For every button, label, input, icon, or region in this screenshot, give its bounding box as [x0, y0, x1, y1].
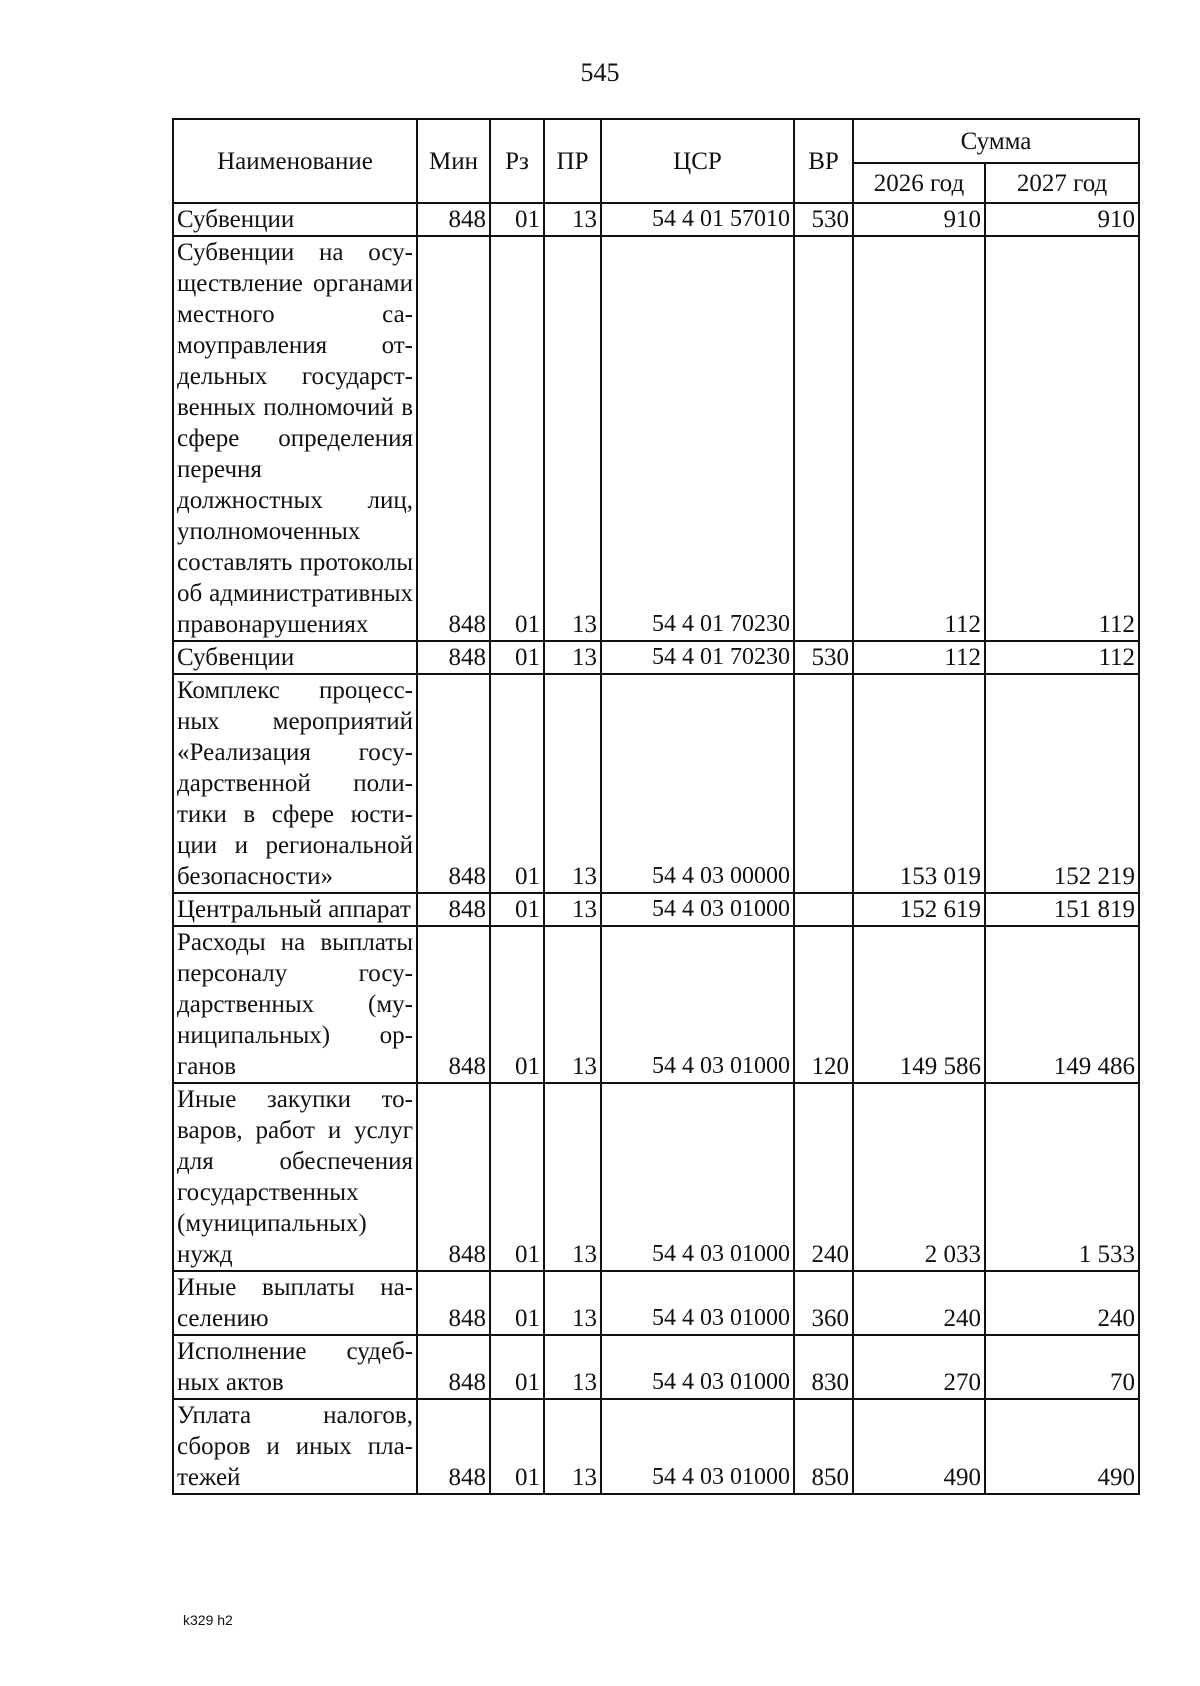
cell-2027: 112: [985, 641, 1139, 674]
cell-2027: 151 819: [985, 893, 1139, 926]
cell-csr: 54 4 01 57010: [601, 203, 794, 236]
cell-name: Уплата налогов, сборов и иных платежей: [173, 1399, 417, 1494]
cell-csr: 54 4 03 01000: [601, 893, 794, 926]
cell-min: 848: [417, 1271, 490, 1335]
table-row: [173, 674, 1139, 893]
cell-vr: [794, 674, 853, 893]
cell-rz: 01: [490, 236, 544, 641]
cell-rz: 01: [490, 1399, 544, 1494]
cell-name: Иные выплаты населению: [173, 1271, 417, 1335]
header-name: Наименование: [173, 119, 417, 203]
cell-min: 848: [417, 1083, 490, 1271]
cell-name: Иные закупки товаров, работ и услуг для обеспечения государственных (муниципальных) нужд: [173, 1083, 417, 1271]
budget-table: [172, 118, 1140, 1495]
header-rz: Рз: [490, 119, 544, 203]
cell-csr: 54 4 03 01000: [601, 1271, 794, 1335]
cell-csr: 54 4 03 01000: [601, 926, 794, 1083]
cell-vr: 830: [794, 1335, 853, 1399]
cell-min: 848: [417, 1335, 490, 1399]
table-body: [173, 203, 1139, 1494]
cell-rz: 01: [490, 203, 544, 236]
cell-rz: 01: [490, 893, 544, 926]
table-row: [173, 1335, 1139, 1399]
cell-pr: 13: [544, 203, 601, 236]
cell-pr: 13: [544, 1271, 601, 1335]
header-min: Мин: [417, 119, 490, 203]
cell-2026: 112: [853, 641, 985, 674]
cell-name: Центральный аппарат: [173, 893, 417, 926]
cell-vr: 530: [794, 203, 853, 236]
table-row: [173, 203, 1139, 236]
cell-rz: 01: [490, 641, 544, 674]
cell-rz: 01: [490, 674, 544, 893]
cell-2027: 70: [985, 1335, 1139, 1399]
cell-min: 848: [417, 236, 490, 641]
cell-csr: 54 4 03 00000: [601, 674, 794, 893]
cell-pr: 13: [544, 1083, 601, 1271]
cell-2027: 490: [985, 1399, 1139, 1494]
table-row: [173, 926, 1139, 1083]
header-year-2027: 2027 год: [985, 163, 1139, 203]
cell-vr: 240: [794, 1083, 853, 1271]
cell-min: 848: [417, 674, 490, 893]
cell-vr: [794, 893, 853, 926]
cell-name: Расходы на выплаты персоналу государственных (муниципальных) органов: [173, 926, 417, 1083]
header-row: [173, 119, 1139, 163]
cell-name: Комплекс процессных мероприятий «Реализация государственной политики в сфере юстиции и региональной безопасности»: [173, 674, 417, 893]
table-row: [173, 1399, 1139, 1494]
cell-2027: 1 533: [985, 1083, 1139, 1271]
cell-name: Исполнение судебных актов: [173, 1335, 417, 1399]
cell-rz: 01: [490, 926, 544, 1083]
cell-2026: 2 033: [853, 1083, 985, 1271]
cell-min: 848: [417, 641, 490, 674]
cell-2026: 270: [853, 1335, 985, 1399]
cell-name: Субвенции на осуществление органами местного самоуправления отдельных государственных полномочий в сфере определения перечня должностных лиц, уполномоченных составлять протоколы об административных правонарушениях: [173, 236, 417, 641]
cell-2027: 240: [985, 1271, 1139, 1335]
table-row: [173, 893, 1139, 926]
cell-2026: 240: [853, 1271, 985, 1335]
cell-min: 848: [417, 926, 490, 1083]
cell-min: 848: [417, 203, 490, 236]
table-row: [173, 1083, 1139, 1271]
header-sum: Сумма: [853, 119, 1139, 163]
cell-pr: 13: [544, 641, 601, 674]
cell-min: 848: [417, 1399, 490, 1494]
cell-vr: 850: [794, 1399, 853, 1494]
cell-pr: 13: [544, 236, 601, 641]
cell-rz: 01: [490, 1083, 544, 1271]
table-row: [173, 1271, 1139, 1335]
header-year-2026: 2026 год: [853, 163, 985, 203]
cell-csr: 54 4 01 70230: [601, 641, 794, 674]
cell-2026: 152 619: [853, 893, 985, 926]
cell-rz: 01: [490, 1335, 544, 1399]
header-vr: ВР: [794, 119, 853, 203]
cell-name: Субвенции: [173, 203, 417, 236]
cell-vr: 530: [794, 641, 853, 674]
cell-csr: 54 4 03 01000: [601, 1083, 794, 1271]
cell-csr: 54 4 03 01000: [601, 1399, 794, 1494]
table-row: [173, 641, 1139, 674]
cell-2027: 910: [985, 203, 1139, 236]
header-pr: ПР: [544, 119, 601, 203]
cell-csr: 54 4 03 01000: [601, 1335, 794, 1399]
cell-min: 848: [417, 893, 490, 926]
cell-2026: 910: [853, 203, 985, 236]
cell-pr: 13: [544, 674, 601, 893]
cell-rz: 01: [490, 1271, 544, 1335]
cell-vr: [794, 236, 853, 641]
cell-csr: 54 4 01 70230: [601, 236, 794, 641]
cell-pr: 13: [544, 1335, 601, 1399]
header-csr: ЦСР: [601, 119, 794, 203]
cell-pr: 13: [544, 893, 601, 926]
cell-vr: 120: [794, 926, 853, 1083]
page-number: 545: [580, 58, 620, 87]
cell-2027: 112: [985, 236, 1139, 641]
cell-pr: 13: [544, 1399, 601, 1494]
footer-code: k329 h2: [183, 1612, 233, 1628]
cell-2026: 112: [853, 236, 985, 641]
cell-2026: 490: [853, 1399, 985, 1494]
cell-2027: 152 219: [985, 674, 1139, 893]
table-row: [173, 236, 1139, 641]
cell-2027: 149 486: [985, 926, 1139, 1083]
cell-name: Субвенции: [173, 641, 417, 674]
cell-2026: 149 586: [853, 926, 985, 1083]
cell-2026: 153 019: [853, 674, 985, 893]
cell-pr: 13: [544, 926, 601, 1083]
cell-vr: 360: [794, 1271, 853, 1335]
